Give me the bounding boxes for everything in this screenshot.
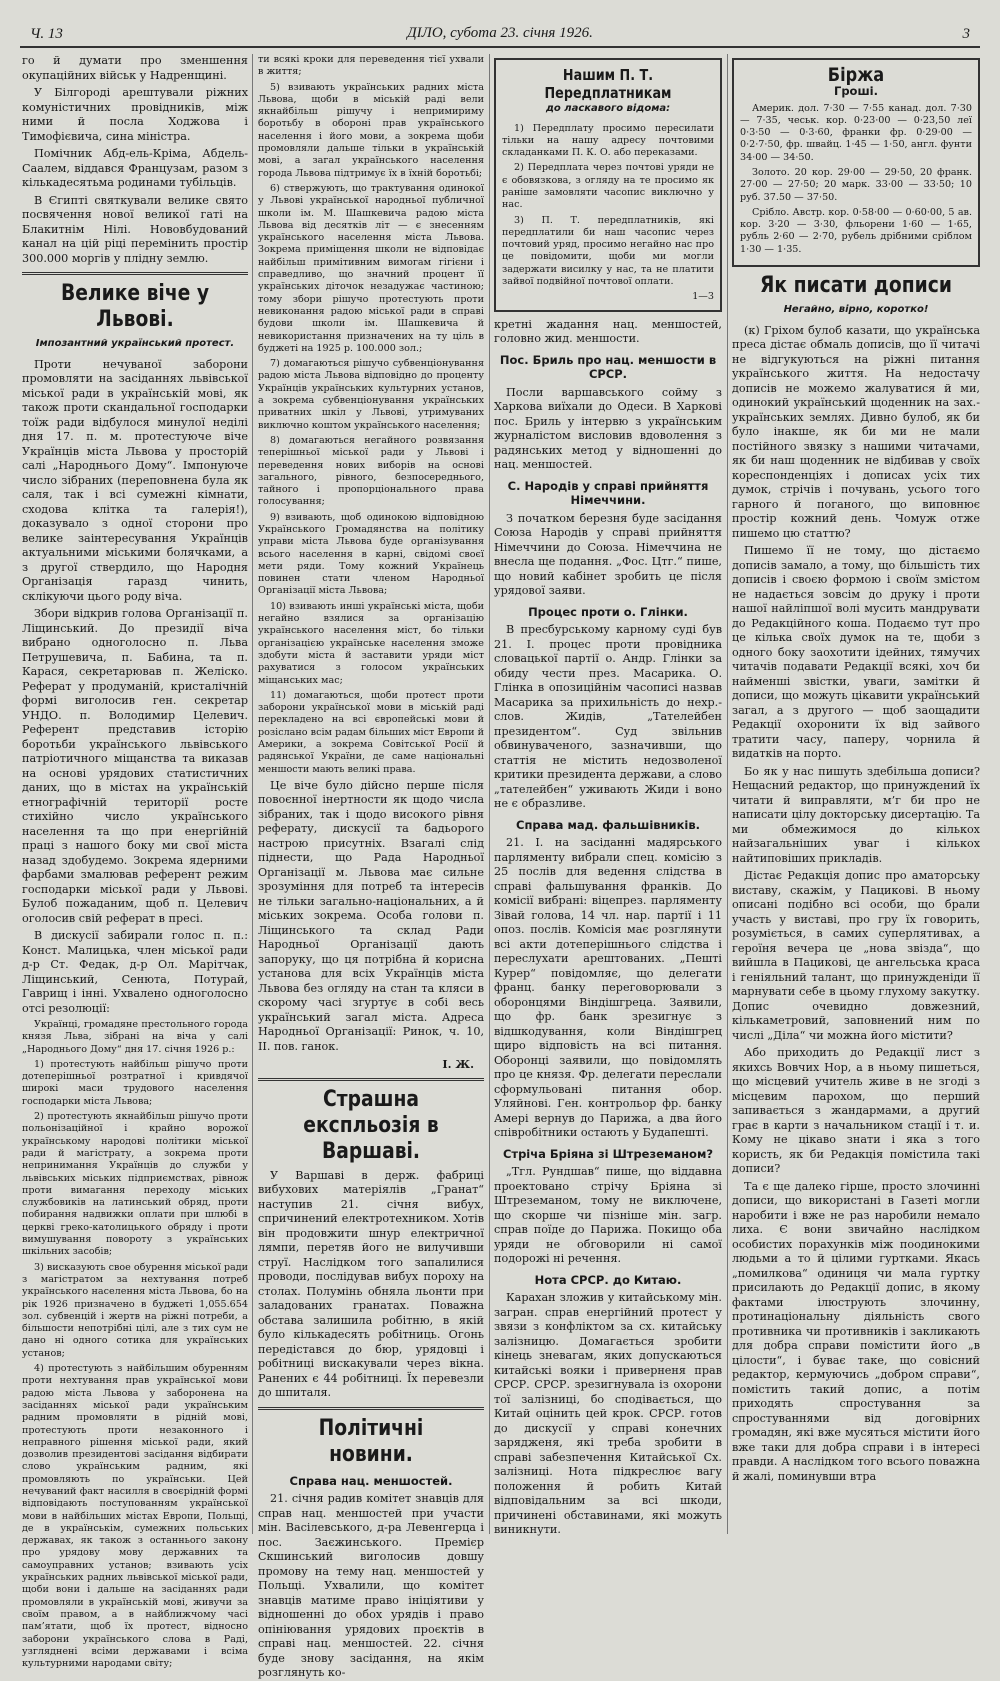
column-divider — [252, 54, 253, 1534]
subscriber-notice — [494, 58, 722, 312]
section-title: Політичні новини. — [318, 1415, 424, 1467]
section-heading: Процес проти о. Глінки. — [528, 604, 688, 619]
paragraph: кретні жадання нац. меншостей, головно жид. меншости. — [494, 317, 722, 346]
paragraph: (к) Гріхом булоб казати, що українська преса дістає обмаль дописів, що її читачі не відгукуються на ріжні питання українського життя. На недостачу дописів не можемо жалуватися й ми, одинокий український щоденник на зах.-українських землях. Дивно булоб, як би було інакше, як би ми не мали постійного звязку з нашими читачами, як би наш щоденник не відбивав у своїх кореспонденціях і дописах усіх тих думок, стрічів і почувань, усього того гарного й поганого, що виповнює простір кожний день. Чомуж отже пишемо цю статтю? — [732, 323, 980, 540]
paragraph: Пишемо її не тому, що дістаємо дописів замало, а тому, що більшість тих дописів і своєю формою і своїм змістом не надається зовсім до друку і проти нашої найліпшої волі мусить мандрувати до Редакційного коша. Подаємо тут про це кілька своїх думок на те, щоби з одного боку заохотити ідейних, тямучих читачів подавати Редакції всякі, хоч би найменші звістки, уваги, замітки й дописи, що можуть цікавити український загал, а з другого — щоб заощадити Редакції охоронити їх від зайвого тратити часу, паперу, чорнила й видатків на порто. — [732, 544, 980, 761]
resolution: Українці, громадяне престольного города князя Льва, зібрані на віча у салі „Народнього Дому“ дня 17. січня 1926 р.: — [22, 1019, 248, 1055]
article-subtitle: Негайно, вірно, коротко! — [783, 304, 929, 316]
resolution: 7) домагаються рішучо субвенціонування радою міста Львова відповідно до проценту Українців українських культурних установ, а зокрема субвенціонування українських приватних шкіл у Львові, утримуваних виключно коштом українського населення; — [258, 358, 484, 431]
resolution: 11) домагаються, щоби протест проти заборони української мови в міській раді перекладено на всі європейські мови й розіслано всім радам більших міст Европи й Америки, а зокрема Совітської Росії й радянської України, де саме національні меншости мають великі права. — [258, 689, 484, 775]
paragraph: „Тгл. Рундшав“ пише, що віддавна проектовано стрічу Бріяна зі Штреземаном, тому не виключене, що скорше чи пізніше мін. загр. справ поїде до Парижа. Покищо оба уряди не обговорили ні самої подорожі ні речення. — [494, 1165, 722, 1266]
section-heading: Пос. Бриль про нац. меншости в СРСР. — [499, 352, 717, 382]
exchange-rates: Срібло. Австр. кор. 0·58·00 — 0·60·00, 5 ав. кор. 3·20 — 3·30, фльорени 1·60 — 1·65, рубль 2·60 — 2·70, рубель дрібними сріблом 1·30 — 1·35. — [740, 206, 972, 255]
paragraph: го й думати про зменшення окупаційних військ у Надренщині. — [22, 54, 248, 82]
exchange-rates: Золото. 20 кор. 29·00 — 29·50, 20 франк. 27·00 — 27·50; 20 марк. 33·00 — 33·50; 10 руб. 37.50 — 37·50. — [740, 166, 972, 203]
exchange-subtitle: Гроші. — [834, 84, 878, 98]
news-item: В Єгипті святкували велике свято посвячення нової великої гаті на Блакитнім Нілі. Нововбудований канал на цій ріці перемінить простір 300.000 моргів у плідну землю. — [22, 193, 248, 265]
column-2 — [258, 54, 484, 1680]
resolution: ти всякі кроки для переведення тієї ухвали в життя; — [258, 54, 484, 78]
paragraph: Проти нечуваної заборони промовляти на засіданнях львівської міської ради в українській мові, як також проти скандальної господарки тоїж ради відбулося минулої неділі дня 17. п. м. протестуюче віче Українців міста Львова у просторій салі „Народнього Дому“. Імпонуюче число зібраних (переповнена була як саля, так і всі сумежні кімнати, сходова клітка та галерія!), доказувало з одної сторони про велике заінтересування Українців актуальними міськими болячками, а з другої ствердило, що Народня Організація гаразд чинить, склікуючи цього роду віча. — [22, 357, 248, 603]
news-item: У Білгороді арештували ріжних комуністичних провідників, між ними й посла Ходжова і Тимофієвича, сина міністра. — [22, 86, 248, 143]
column-1 — [22, 54, 248, 1670]
section-heading: Стріча Бріяна зі Штреземаном? — [502, 1146, 714, 1161]
article-title: Страшна експльозія в Варшаві. — [303, 1086, 439, 1164]
resolution: 5) взивають українських радних міста Львова, щоби в міській раді вели якнайбільш рішучу і непримириму боротьбу в обороні прав українського населення і його мови, а зокрема щоби промовляли дальше тільки в українській мові, а загал українського населення города Львова підтримує їх в їхній боротьбі; — [258, 81, 484, 179]
section-heading: Нота СРСР. до Китаю. — [534, 1272, 682, 1287]
notice-title: Нашим П. Т. Передплатникам — [544, 66, 672, 102]
section-heading: Справа нац. меншостей. — [289, 1473, 453, 1488]
notice-number: 1—3 — [692, 291, 714, 303]
exchange-box — [732, 58, 980, 267]
signature: І. Ж. — [442, 1057, 474, 1072]
issue-number: Ч. 13 — [30, 26, 63, 42]
section-heading: С. Народів у справі прийняття Німеччини. — [507, 478, 709, 508]
notice-item: 2) Передплата через почтові уряди не є обовязкова, з огляду на те просимо як раніше замовляти часопис виключно у нас. — [502, 162, 714, 211]
paragraph: Дістає Редакція допис про аматорську виставу, скажім, у Пацикові. В ньому описані подібно всі особи, що брали участь у виставі, про гру їх говорить, розуміється, в самих суперлятивах, а героїня вечера це „нова звізда“, що вийшла в Пацикові, це ангельська краса і геніяльний талант, що принужденіди її марнувати себе в цьому глухому закутку. Допис очевидно довжезний, кількаметровий, заповнений ним по числі „Діла“ чи можна його містити? — [732, 869, 980, 1042]
notice-item: 3) П. Т. передплатників, які передплатили би наш часопис через почтовий уряд, просимо негайно нас про це повідомити, щоби ми могли задержати висилку у нас, та не платити зайвої подвійної почтової оплати. — [502, 214, 714, 288]
resolution: 1) протестують найбільш рішучо проти дотеперішньої розтратної і кривдячої широкі маси трудового населення господарки міста Львова; — [22, 1058, 248, 1107]
divider — [258, 1078, 484, 1081]
paragraph: 21. січня радив комітет знавців для справ нац. меншостей при участи мін. Васілевського, д-ра Левенгерца і пос. Заєжинського. Премієр Скшинський виголосив довшу промову на тему нац. меншостей у Польщі. Ухвалили, що комітет знавців матиме право ініціятиви у відношенні до обох урядів і право опініювання урядових проєктів в справі нац. меншостей. 22. січня буде знову засідання, на якім розглянуть ко- — [258, 1492, 484, 1680]
masthead: ДІЛО, субота 23. січня 1926. — [407, 25, 593, 41]
paragraph: 21. I. на засіданні мадярського парляменту вибрали спец. комісію з 25 послів для ведення слідства в справі фальшування франків. До комісії вибрані: віцепрез. парляменту Зівай голова, 14 чл. нар. партії і 11 опоз. послів. Комісія має розглянути всі акти дотеперішнього слідства і переслухати арештованих. „Пешті Курер“ повідомляє, що делегати франц. банку переговорювали з оборонцями Віндішгреца. Заявили, що фр. банк зрезигнує з відшкодування, коли Віндішгрец щиро відповість на всі питання. Оборонці заявили, що повідомлять про це князя. Фр. делегати переслали сформульовані питання обор. Уляйнові. Ген. контрольор фр. банку Амері вернув до Парижа, а два його співробітники остають у Будапешті. — [494, 836, 722, 1140]
resolution: 3) висказують свое обурення міської ради з магістратом за нехтування потреб українського населення міста Львова, бо на рік 1926 призначено в буджеті 1,055.654 зол. субвенцій і жертв на ріжні потреби, а більшости непотрібні цілі, але з тих сум не дано ні одного сотика для українських установ; — [22, 1261, 248, 1359]
article-title: Як писати дописи — [760, 273, 952, 299]
paragraph: З початком березня буде засідання Союза Народів у справі прийняття Німеччини до Союза. Німеччина не внесла ще подання. „Фос. Цтг.“ пише, що новий кабінет зробить це після урядової заяви. — [494, 511, 722, 598]
paragraph: У Варшаві в держ. фабриці вибухових матеріялів „Гранат“ наступив 21. січня вибух, спричинений електротехником. Хотів він продовжити шнур електричної лямпи, перетяв його не вилучивши струї. Наслідком того запалилися проводи, послідував вибух пороху на столах. Полумінь обняла льонти при заладованих гранатах. Поважна обстава залишила робітню, в якій було кількадесять робітниць. Огонь передістався до бюр, урядовці і робітниці вискакували через вікна. Ранених є 44 робітниці. Їх перевезли до шпиталя. — [258, 1168, 484, 1400]
exchange-title: Біржа — [827, 64, 885, 86]
resolution: 10) взивають инші українські міста, щоби негайно взялися за організацію українського населення міст, бо тільки організацією українське населення зможе здобути міста й заставити уряди міст рахуватися з голосом українських міщанських мас; — [258, 600, 484, 686]
news-item: Помічник Абд-ель-Кріма, Абдель-Саалем, віддався Французам, разом з кількадесятьма родинами тубільців. — [22, 147, 248, 189]
notice-item: 1) Передплату просимо пересилати тільки на нашу адресу почтовими складанками П. К. О. або переказами. — [502, 122, 714, 159]
exchange-rates: Америк. дол. 7·30 — 7·55 канад. дол. 7·30 — 7·35, чеськ. кор. 0·23·00 — 0·23,50 леї 0·3·50 — 0·3·60, франки фр. 0·29·00 — 0·2·7·50, фр. швайц. 1·45 — 1·50, англ. фунти 34·00 — 34·50. — [740, 102, 972, 163]
column-3 — [494, 54, 722, 1537]
resolution: 8) домагаються негайного розвязання теперішньої міської ради у Львові і переведення нових виборів на основі загального, рівного, безпосереднього, тайного і пропорціонального права голосування; — [258, 434, 484, 508]
paragraph: Карахан зложив у китайському мін. загран. справ енергійний протест у звязи з конфліктом за сх. китайську залізницю. Домагається зробити кінець зневагам, яких допускаються китайські вояки і приверненя прав СРСР. СРСР. зрезигнувала із охорони тої залізниці, бо сподівається, що Китай оцінить цей крок. СРСР. готов до дискусії у справі конечних зарядженя, які треба зробити в справі забезпечення Китайської Сх. залізниці. Нота підкреслює вагу положення й робить Китай відповідальним за всі шкоди, причинені обставинами, які можуть виникнути. — [494, 1291, 722, 1537]
resolution: 4) протестують з найбільшим обуренням проти нехтування прав української мови радою міста Львова у заборонена на засіданнях міської ради українським радним промовляти в рідній мові, протестують проти незаконного і неправного рішення міської ради, який дозволив президентові засідання відбирати слово українським радним, які промовляють по українськи. Цей нечуваний факт насилля в своєрідній формі відповідають поступованням української мови в найбільших містах Европи, Польщі, де в українськім, сумежних польських державах, як також з останнього закону про урядову мову державних та самоуправних установ; взивають усіх українських радних львівської міської ради, щоби вони і дальше на засіданнях ради промовляли в українській мові, живучи за своїм правом, а в найближчому часі пам’ятати, щоб їх протест, відносно заборони українського слова в Раді, узгляднені всіми державами і всіма культурними народами світу; — [22, 1363, 248, 1670]
paragraph: Це віче було дійсно перше після повоєнної інертности як щодо числа зібраних, так і щодо високого рівня реферату, дискусії та бадьорого настрою присутніх. Взагалі слід піднести, що Рада Народньої Організації м. Львова має сильне зрозуміння для потреб та інтересів не тільки загально-національних, а й міських зокрема. Особа голови п. Ліщинського та склад Ради Народньої Організації дають запоруку, що ця потрібна й корисна установа для всіх Українців міста Львова без огляду на стан та кляси в скорому часі згуртує в собі весь український загал міста. Адреса Народньої Організації: Ринок, ч. 10, II. пов. ганок. — [258, 778, 484, 1053]
header-rule — [20, 46, 980, 48]
article-subtitle: Імпозантний український протест. — [35, 338, 235, 349]
paragraph: Збори відкрив голова Організації п. Ліщинський. До президії віча вибрано одноголосно п. Льва Петрушевича, п. Бабина, та п. Карася, секретарював п. Желіско. Реферат у продуманій, кристалічній формі виголосив ген. секретар УНДО. п. Володимир Целевич. Референт представив історію боротьби українського львівського патріотичного міщанства та виказав на основі урядових статистичних даних, що в містах на українській етнографічній території росте стихійно число українського населення та що при енергійній праці з нашого боку ми свої міста назад здобудемо. Зокрема ядерними фарбами змалював референт режим господарки міської ради у Львові. Булоб пожаданим, щоб п. Целевич оголосив свій реферат в пресі. — [22, 607, 248, 925]
resolution: 9) взивають, щоб одинокою відповідною Українського Громадянства на політику управи міста Львова буде організування всього населення в карні, свідомі своєї мети ряди. Тому кожний Українець повинен стати членом Народньої Організації міста Львова; — [258, 511, 484, 597]
paragraph: Бо як у нас пишуть здебільша дописи? Нещасний редактор, що принуждений їх читати й виправляти, м’г би про не написати цілу докторську дисертацію. Та ми обмежимося до кількох найзагальніших уваг і кількох найтиповіших прикладів. — [732, 764, 980, 865]
page-number: 3 — [962, 26, 970, 42]
column-divider — [489, 54, 490, 1534]
resolution: 6) ствержують, що трактування одинокої у Львові української народньої публичної школи ім. М. Шашкевича радою міста Львова від десятків літ — є знесенням українського населення міста Львова. Зокрема приміщення школи не відповідає найбільш примітивним вимогам гігієни і справедливо, що значний процент її українських діточок незадужає частиною; тому збори рішучо протестують проти невиконання радою міської ради в справі будови школи ім. Шашкевича й невикористання призначених на ту ціль в буджеті на 1925 р. 100.000 зол.; — [258, 182, 484, 354]
article-title: Велике віче у Львові. — [60, 281, 210, 332]
paragraph: В пресбурському карному суді був 21. I. процес проти провідника словацької партії о. Андр. Глінки за обиду чести през. Масарика. О. Глінка в опозиційнім часописі назвав Масарика за прихильність до нехр.-слов. Жидів, „Тателейбен президентом“. Суд звільнив обвинуваченого, зазначивши, що статтія не містить недозволеної критики президента держави, а слово „тателейбен“ уживають Жиди і воно не є образливе. — [494, 623, 722, 811]
paragraph: Або приходить до Редакції лист з якихсь Вовчих Нор, а в ньому пишеться, що місцевий учитель живе в не згоді з місцевим парохом, що перший запивається з жандармами, а другий грає в карти з начальником стації і т. и. Кому не цікаво знати і яка з того користь, як би Редакція помістила такі дописи? — [732, 1046, 980, 1176]
section-heading: Справа мад. фальшівників. — [516, 817, 700, 832]
divider — [258, 1407, 484, 1410]
notice-subtitle: до ласкавого відома: — [545, 103, 671, 114]
paragraph: Та є ще далеко гірше, просто злочинні дописи, що використані в Газеті могли наробити і вже не раз наробили немало лиха. Є вони звичайно наслідком особистих порахунків між поодинокими людьми а то й цілими гуртками. Якась „помилкова“ одиниця чи мала гуртку присилають до Редакції допис, в якому фактами ілюструють злочинну, протинаціональну діяльність свого противника чи противників і закликають для добра справи помістити його „в цілости“, і буває таке, що совісний редактор, кермуючись „добром справи“, помістить такий допис, а потім приходять спростування за спростуваннями від договірних громадян, які вже мусяться містити його вже таки для добра справи і в інтересі правди. А наслідком того всього поважна й жалі, поминувши втра — [732, 1179, 980, 1483]
divider — [22, 272, 248, 275]
column-4 — [732, 54, 980, 1534]
paragraph: Посли варшавського сойму з Харкова виїхали до Одеси. В Харкові пос. Бриль у інтервю з українським журналістом висловив вдоволення з радянських метод у відношенні до нац. меншостей. — [494, 385, 722, 472]
paragraph: В дискусії забирали голос п. п.: Конст. Малицька, член міської ради д-р Ст. Федак, д-р Ол. Марітчак, Ліщинський, Сенюта, Потурай, Гаврищ і інні. Ухвалено одноголосно отсі резолюції: — [22, 929, 248, 1015]
resolution: 2) протестують якнайбільш рішучо проти польонізаційної і крайно ворожої українському народові політики міської ради й магістрату, а зокрема проти непринимання Українців до служби у львівських міських підприємствах, рівнож проти вимагання переходу міських службовиків на латинський обряд, проти побирання надвижки оплати при шлюбі в церкві греко-католицького обряду і проти вимушування повороту з українських шкільних засобів; — [22, 1111, 248, 1258]
column-divider — [727, 54, 728, 1534]
